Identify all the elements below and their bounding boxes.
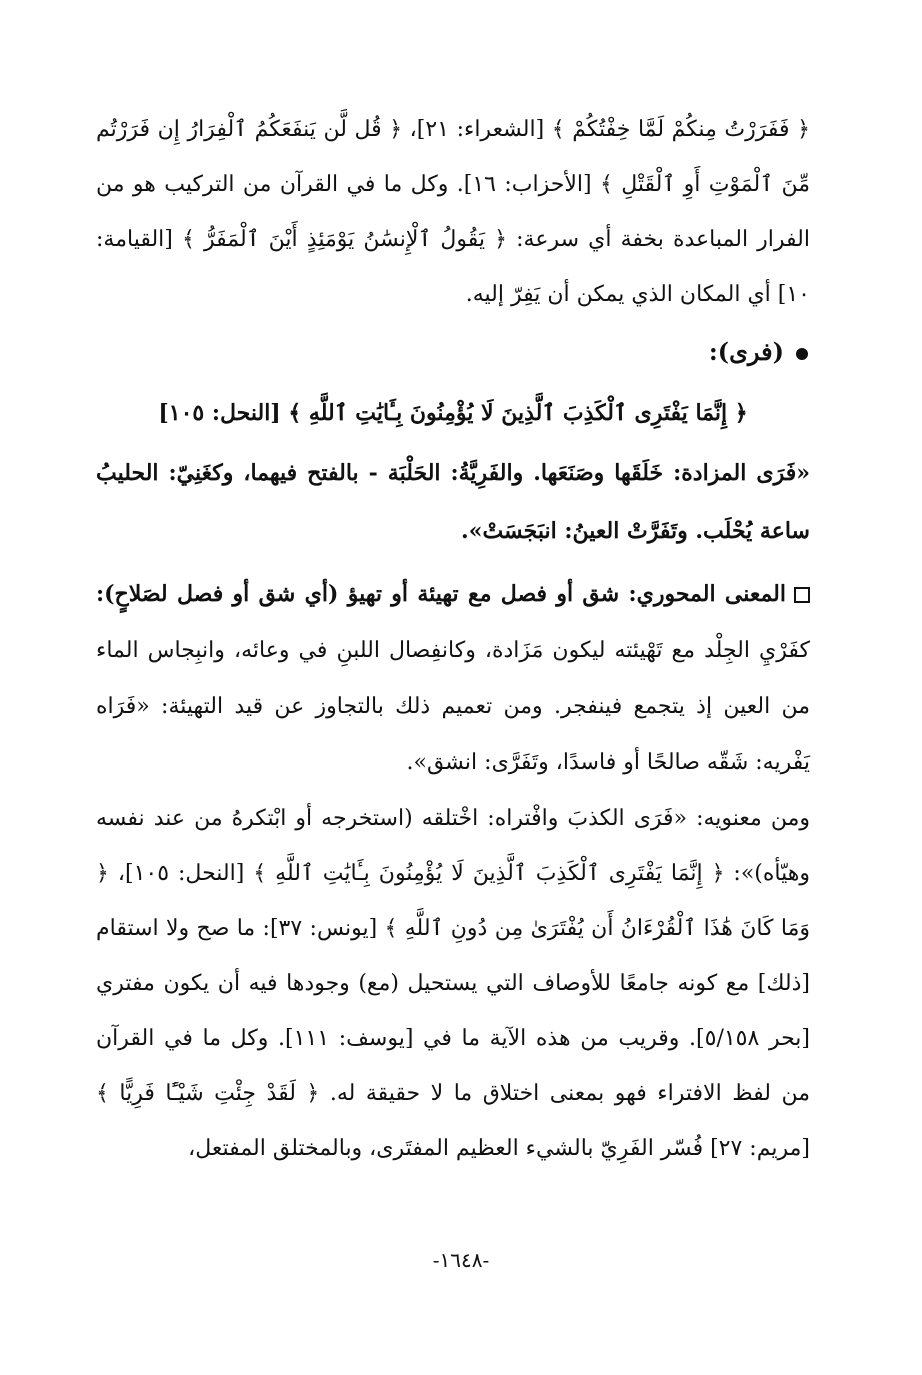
entry-heading: [96, 322, 810, 382]
pivotal-meaning-text: كفَرْيِ الجِلْد مع تَهْيئته ليكون مَزَادة، وكانفِصال اللبنِ في وعائه، وانبِجاس الماء من العين إذ يتجمع فينفجر. ومن تعميم ذلك بالتجاوز عن قيد التهيئة: «فَرَاه يَفْريه: شَقّه صالحًا أو فاسدًا، وتَفَرَّى: انشق».: [96, 638, 810, 775]
entry-heading-text: (فرى):: [708, 337, 784, 366]
lexicon-quote: «فَرَى المزادة: خَلَقَها وصَنَعَها. والفَرِيَّةُ: الحَلْبَة - بالفتح فيهما، وكغَنِيّ: الحليبُ ساعة يُحْلَب. وتَفَرَّتْ العينُ: انبَجَسَتْ».: [96, 460, 810, 544]
page-body: [96, 102, 810, 1176]
verse-citation: ﴿ إِنَّمَا يَفْتَرِى ٱلْكَذِبَ ٱلَّذِينَ لَا يُؤْمِنُونَ بِـَٔايَٰتِ ٱللَّهِ ﴾ [النحل: ١٠٥]: [158, 400, 748, 426]
pivotal-meaning-label: المعنى المحوري: شق أو فصل مع تهيئة أو تهيؤ (أي شق أو فصل لصَلاحٍ):: [96, 581, 786, 607]
page-number: -١٦٤٨-: [432, 1248, 490, 1272]
bullet-icon: [796, 348, 808, 360]
pivotal-meaning: [96, 566, 810, 791]
paragraph-farar: ﴿ فَفَرَرْتُ مِنكُمْ لَمَّا خِفْتُكُمْ ﴾ [الشعراء: ٢١]، ﴿ قُل لَّن يَنفَعَكُمُ ٱلْفِرَارُ إِن فَرَرْتُم مِّنَ ٱلْمَوْتِ أَوِ ٱلْقَتْلِ ﴾ [الأحزاب: ١٦]. وكل ما في القرآن من التركيب هو من الفرار المباعدة بخفة أي سرعة: ﴿ يَقُولُ ٱلْإِنسَٰنُ يَوْمَئِذٍ أَيْنَ ٱلْمَفَرُّ ﴾ [القيامة: ١٠] أي المكان الذي يمكن أن يَفِرّ إليه.: [96, 117, 810, 307]
square-bullet-icon: [794, 587, 810, 603]
paragraph-figurative: ومن معنويه: «فَرَى الكذبَ وافْتراه: اخْتلقه (استخرجه أو ابْتكرهُ من عند نفسه وهيّأه)»: ﴿ إِنَّمَا يَفْتَرِى ٱلْكَذِبَ ٱلَّذِينَ لَا يُؤْمِنُونَ بِـَٔايَٰتِ ٱللَّهِ ﴾ [النحل: ١٠٥]، ﴿ وَمَا كَانَ هَٰذَا ٱلْقُرْءَانُ أَن يُفْتَرَىٰ مِن دُونِ ٱللَّهِ ﴾ [يونس: ٣٧]: ما صح ولا استقام [ذلك] مع كونه جامعًا للأوصاف التي يستحيل (مع) وجودها فيه أن يكون مفتري [بحر ٥/١٥٨]. وقريب من هذه الآية ما في [يوسف: ١١١]. وكل ما في القرآن من لفظ الافتراء فهو بمعنى اختلاق ما لا حقيقة له. ﴿ لَقَدْ جِئْتِ شَيْـًٔا فَرِيًّا ﴾ [مريم: ٢٧] فُسّر الفَرِيّ بالشيء العظيم المفتَرى، وبالمختلق المفتعل،: [96, 806, 811, 1161]
